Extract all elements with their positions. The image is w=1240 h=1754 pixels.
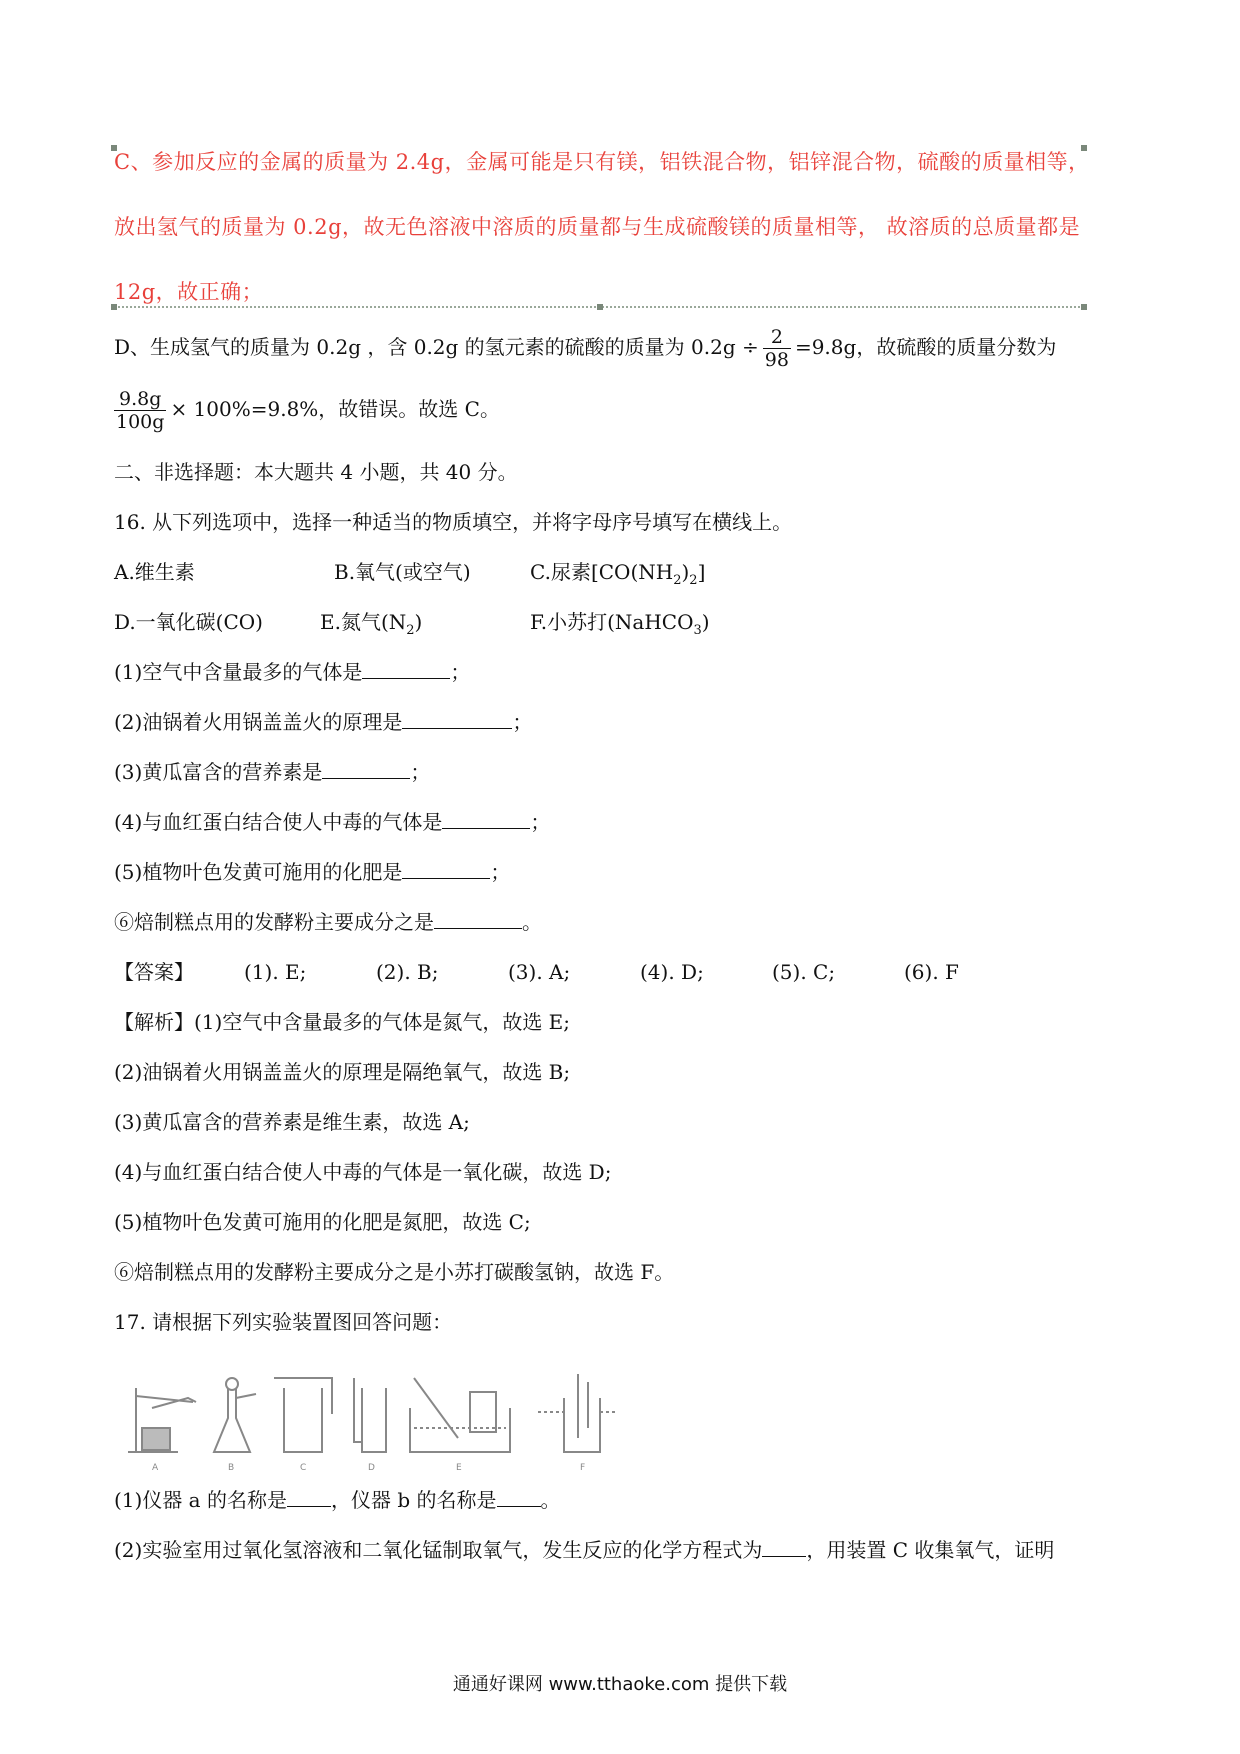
answer-6: (6). F xyxy=(904,960,959,984)
answer-blank xyxy=(497,1486,541,1507)
answer-blank xyxy=(442,808,530,829)
red-analysis-line-2: 放出氢气的质量为 0.2g，故无色溶液中溶质的质量都与生成硫酸镁的质量相等， 故溶质的总质量都是 xyxy=(114,215,1081,239)
answer-4: (4). D; xyxy=(640,960,704,984)
selection-handle[interactable] xyxy=(597,304,603,310)
q17-sub-1: (1)仪器 a 的名称是 ，仪器 b 的名称是 。 xyxy=(114,1488,561,1512)
fraction-9.8g-100g: $\frac{9.8g}{100g}$ xyxy=(116,388,165,433)
svg-text:E: E xyxy=(456,1463,462,1473)
q16-sub-6: ⑥焙制糕点用的发酵粉主要成分之是 。 xyxy=(114,910,542,934)
analysis-line-4: (4)与血红蛋白结合使人中毒的气体是一氧化碳，故选 D; xyxy=(114,1160,612,1184)
option-c: C.尿素$[CO(NH_2)_2]$ xyxy=(530,560,706,588)
answer-blank xyxy=(402,858,490,879)
svg-text:A: A xyxy=(152,1463,159,1473)
apparatus-b-icon xyxy=(214,1378,256,1452)
red-analysis-line-3: 12g，故正确； xyxy=(114,280,264,304)
q16-options-row-2 xyxy=(114,608,710,645)
apparatus-a-icon xyxy=(128,1388,196,1452)
answer-blank xyxy=(762,1536,806,1557)
answer-blank xyxy=(402,708,512,729)
analysis-line-5: (5)植物叶色发黄可施用的化肥是氮肥，故选 C; xyxy=(114,1210,531,1234)
q16-sub-4: (4)与血红蛋白结合使人中毒的气体是 ； xyxy=(114,810,551,834)
answer-3: (3). A; xyxy=(508,960,571,984)
selection-handle[interactable] xyxy=(1081,304,1087,310)
answer-2: (2). B; xyxy=(376,960,439,984)
option-d-line: D、生成氢气的质量为 0.2g ，含 0.2g 的氢元素的硫酸的质量为 0.2g ÷ $\frac{2}{98}$ =9.8g，故硫酸的质量分数为 xyxy=(114,326,1057,371)
q17-stem: 17. 请根据下列实验装置图回答问题： xyxy=(114,1310,453,1334)
q16-answer-line xyxy=(114,958,959,986)
apparatus-f-icon xyxy=(538,1374,618,1452)
q16-sub-5: (5)植物叶色发黄可施用的化肥是 ； xyxy=(114,860,511,884)
section-2-title: 二、非选择题：本大题共 4 小题，共 40 分。 xyxy=(114,460,518,484)
q16-sub-2: (2)油锅着火用锅盖盖火的原理是 ； xyxy=(114,710,533,734)
analysis-line-1: 【解析】(1)空气中含量最多的气体是氮气，故选 E; xyxy=(114,1010,571,1034)
page-footer: 通通好课网 www.tthaoke.com 提供下载 xyxy=(452,1674,788,1695)
option-a: A.维生素 xyxy=(114,560,195,584)
analysis-line-3: (3)黄瓜富含的营养素是维生素，故选 A; xyxy=(114,1110,470,1134)
q17-sub-2: (2)实验室用过氧化氢溶液和二氧化锰制取氧气，发生反应的化学方程式为 ，用装置 C 收集氧气，证明 xyxy=(114,1538,1055,1562)
option-b: B.氧气(或空气) xyxy=(334,560,471,584)
answer-1: (1). E; xyxy=(244,960,307,984)
answer-label: 【答案】 xyxy=(114,960,194,984)
svg-text:B: B xyxy=(228,1463,235,1473)
fraction-2-98: $\frac{2}{98}$ xyxy=(764,326,789,371)
q16-stem: 16. 从下列选项中，选择一种适当的物质填空，并将字母序号填写在横线上。 xyxy=(114,510,793,534)
svg-text:C: C xyxy=(300,1463,307,1473)
lab-apparatus-diagram xyxy=(118,1368,698,1476)
apparatus-e-icon xyxy=(410,1378,510,1452)
option-d: D.一氧化碳(CO) xyxy=(114,610,263,634)
answer-blank xyxy=(362,658,450,679)
answer-blank xyxy=(287,1486,331,1507)
analysis-line-2: (2)油锅着火用锅盖盖火的原理是隔绝氧气，故选 B; xyxy=(114,1060,571,1084)
option-f: F.小苏打(NaHCO$_3$) xyxy=(530,610,710,638)
svg-text:F: F xyxy=(580,1463,586,1473)
svg-text:D: D xyxy=(368,1463,375,1473)
q16-options-row-1 xyxy=(114,558,705,595)
apparatus-d-icon xyxy=(354,1378,386,1452)
option-e: E.氮气$(N_2)$ xyxy=(320,610,423,638)
q16-sub-3: (3)黄瓜富含的营养素是 ； xyxy=(114,760,431,784)
answer-blank xyxy=(322,758,410,779)
answer-5: (5). C; xyxy=(772,960,836,984)
analysis-line-6: ⑥焙制糕点用的发酵粉主要成分之是小苏打碳酸氢钠，故选 F。 xyxy=(114,1260,675,1284)
answer-blank xyxy=(434,908,522,929)
red-analysis-line-1: C、参加反应的金属的质量为 2.4g，金属可能是只有镁，铝铁混合物，铝锌混合物，硫酸的质量相等， xyxy=(114,150,1090,174)
q16-sub-1: (1)空气中含量最多的气体是 ； xyxy=(114,660,471,684)
apparatus-c-icon xyxy=(274,1378,332,1452)
option-d-line-2: $\frac{9.8g}{100g}$ × 100%=9.8%，故错误。故选 C。 xyxy=(116,388,500,433)
